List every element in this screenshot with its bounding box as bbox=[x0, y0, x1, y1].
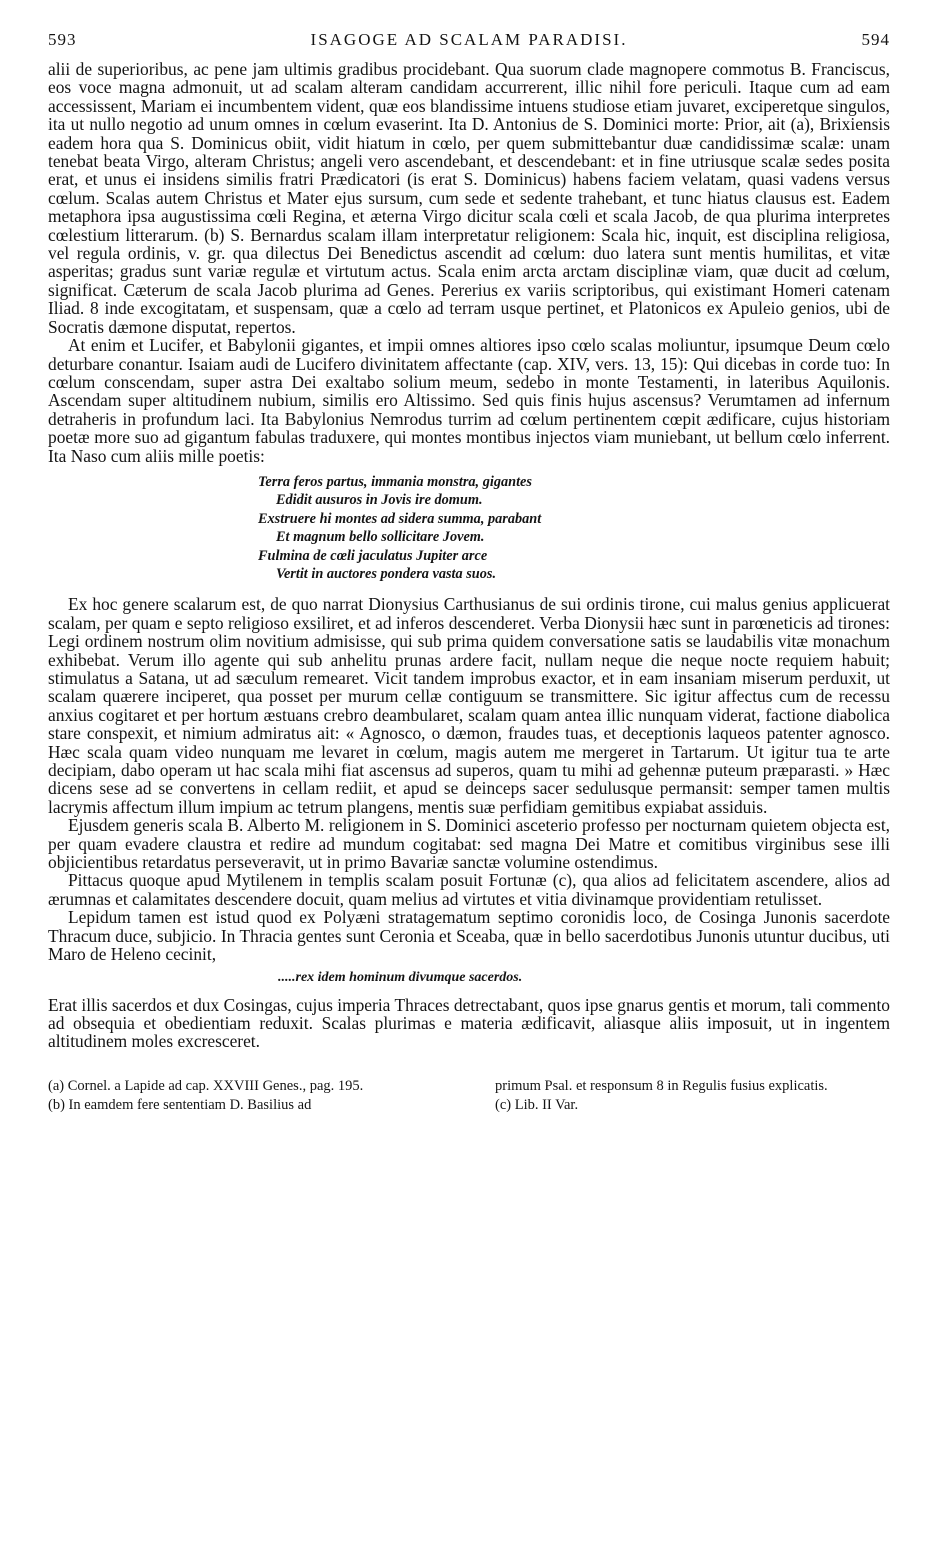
running-header bbox=[48, 30, 890, 60]
footnote: primum Psal. et responsum 8 in Regulis fusius explicatis. bbox=[495, 1077, 828, 1094]
verse-quotation bbox=[258, 473, 890, 583]
paragraph: Ex hoc genere scalarum est, de quo narrat Dionysius Carthusianus de sui ordinis tirone, cui malus genius applicuerat scalam, per quam e septo religioso exsiliret, et ad inferos descenderet. Verba Dionysii hæc sunt in parœneticis ad tirones: Legi ordinem nostrum olim novitium admisisse, qui sub prima quidem conversatione satis se laudabilis vitæ monachum exhibebat. Verum illo agente qui sub anhelitu prunas ardere facit, nullam neque die neque nocte requiem habuit; stimulatus a Satana, ut ad sæculum remearet. Vicit tandem improbus exactor, et in eam insaniam miserum perduxit, ut scalam quærere inciperet, qua posset per murum cellæ contiguum se transmittere. Sic igitur affectus cum de recessu anxius cogitaret et per hortum æstuans crebro deambularet, scalam quam antea illic nunquam viderat, factione diabolica stare conspexit, et nimium admiratus ait: « Agnosco, o dæmon, fraudes tuas, et deceptionis laqueos patenter agnosco. Hæc scala quam video nunquam me levaret in cœlum, magis autem me mergeret in Tartarum. Ut igitur tua te arte decipiam, dabo operam ut hac scala mihi fiat ascensus ad superos, quam tu mihi ad gehennæ puteum præparasti. » Hæc dicens sese ad se convertens in cellam rediit, et apud se deinceps sacer sedulusque permansit: semper tamen multis lacrymis affectum illum impium ac tetrum plangens, mentis suæ perfidiam gemitibus expiabat assiduis. bbox=[48, 594, 890, 817]
paragraph: Erat illis sacerdos et dux Cosingas, cujus imperia Thraces detrectabant, quos ipse gnarus gentis et morum, tali commento ad obsequia et obedientiam reduxit. Scalas plurimas e materia ædificavit, aliasque aliis imposuit, ut in ingentem altitudinem moles excresceret. bbox=[48, 994, 890, 1052]
verse-line: Et magnum bello sollicitare Jovem. bbox=[276, 529, 485, 546]
footnote: (c) Lib. II Var. bbox=[495, 1096, 579, 1113]
footnotes-right-column bbox=[495, 1077, 890, 1115]
running-title: ISAGOGE AD SCALAM PARADISI. bbox=[310, 30, 628, 49]
paragraph: Ejusdem generis scala B. Alberto M. religionem in S. Dominici asceterio professo per nocturnam quietem objecta est, per quam evadere claustra et redire ad mundum cogitabat: sed magna Dei Matre et comitibus virginibus sese illi objicientibus retardatus perseveravit, ut in primo Bavariæ sanctæ volumine ostendimus. bbox=[48, 815, 890, 873]
paragraph: Pittacus quoque apud Mytilenem in templis scalam posuit Fortunæ (c), qua alios ad felicitatem ascendere, alios ad ærumnas et calamitates descendere docuit, quam melius ad virtutes et vitia divinamque providentiam retulisset. bbox=[48, 870, 890, 909]
verse-line: Edidit ausuros in Jovis ire domum. bbox=[276, 492, 483, 509]
footnote: (b) In eamdem fere sententiam D. Basilius ad bbox=[48, 1096, 312, 1113]
paragraph: alii de superioribus, ac pene jam ultimis gradibus procidebant. Qua suorum clade magnopere commotus B. Franciscus, eos voce magna admonuit, ut ad scalam alteram candidam accurrerent, illic nihil fore periculi. Itaque cum ad eam accessissent, Mariam ei incumbentem vident, quæ eos blandissime intuens studiose etiam juvaret, exciperetque singulos, ita ut nullo negotio ad unum omnes in cœlum evaserint. Ita D. Antonius de S. Dominici morte: Prior, ait (a), Brixiensis eadem hora qua S. Dominicus obiit, vidit hiatum in cœlo, per quem submittebantur duæ candidissimæ scalæ: unam tenebat beata Virgo, alteram Christus; angeli vero ascendebant, et descendebant: et in fine utriusque scalæ sedes posita erat, et unus ei insidens similis fratri Prædicatori (is erat S. Dominicus) habens faciem velatam, quasi vadens versus cœlum. Scalas autem Christus et Mater ejus sursum, cum sede et sedente trahebant, et tunc hiatus clausus est. Eadem metaphora ipsa augustissima cœli Regina, et æterna Virgo dicitur scala cœli et scala Jacob, de qua plurima interpretes cœlestium litterarum. (b) S. Bernardus scalam illam interpretatur religionem: Scala hic, inquit, est disciplina religiosa, vel regula ordinis, v. gr. qua dilectus Dei Benedictus ascendit ad cœlum: duo latera sunt mentis humilitas, et vitæ asperitas; gradus sunt variæ regulæ et virtutum actus. Scala enim arcta arctam disciplinæ viam, quæ ducit ad cœlum, significat. Cæterum de scala Jacob plurima ad Genes. Pererius ex variis scriptoribus, qui existimant Homeri catenam Iliad. 8 inde excogitatam, et suspensam, quæ a cœlo ad terram usque pertinet, et Platonicos ex Apuleio genios, ubi de Socratis dæmone disputat, repertos. bbox=[48, 59, 890, 337]
verse-line: Terra feros partus, immania monstra, gigantes bbox=[258, 473, 532, 490]
verse-line: Fulmina de cœli jaculatus Jupiter arce bbox=[258, 547, 488, 564]
footnote: (a) Cornel. a Lapide ad cap. XXVIII Genes., pag. 195. bbox=[48, 1077, 364, 1094]
paragraph: Lepidum tamen est istud quod ex Polyæni stratagematum septimo coronidis loco, de Cosinga Junonis sacerdote Thracum duce, subjicio. In Thracia gentes sunt Ceronia et Sceaba, quæ in bello sacerdotibus Junonis utuntur ducibus, uti Maro de Heleno cecinit, bbox=[48, 907, 890, 965]
book-page bbox=[48, 30, 890, 1115]
footnotes bbox=[48, 1077, 890, 1115]
page-number-left: 593 bbox=[48, 30, 77, 49]
paragraph: At enim et Lucifer, et Babylonii gigantes, et impii omnes altiores ipso cœlo scalas moliuntur, ipsumque Deum cœlo deturbare conantur. Isaiam audi de Lucifero divinitatem affectante (cap. XIV, vers. 13, 15): Qui dicebas in corde tuo: In cœlum conscendam, super astra Dei exaltabo solium meum, sedebo in monte Testamenti, in lateribus Aquilonis. Ascendam super altitudinem nubium, similis ero Altissimo. Sed quis finis hujus ascensus? Verumtamen ad infernum detraheris in profundum laci. Ita Babylonius Nemrodus turrim ad cœlum pertinentem cœpit ædificare, cujus historiam poetæ more suo ad gigantum fabulas traduxere, qui montes montibus injectos viam muniebant, ut bellum cœlo inferrent. Ita Naso cum aliis mille poetis: bbox=[48, 335, 890, 466]
quoted-verse: .....rex idem hominum divumque sacerdos. bbox=[278, 969, 523, 985]
page-number-right: 594 bbox=[861, 30, 890, 49]
verse-line: Exstruere hi montes ad sidera summa, parabant bbox=[258, 510, 542, 527]
verse-line: Vertit in auctores pondera vasta suos. bbox=[276, 565, 497, 582]
main-text bbox=[48, 60, 890, 1051]
footnotes-left-column bbox=[48, 1077, 448, 1115]
